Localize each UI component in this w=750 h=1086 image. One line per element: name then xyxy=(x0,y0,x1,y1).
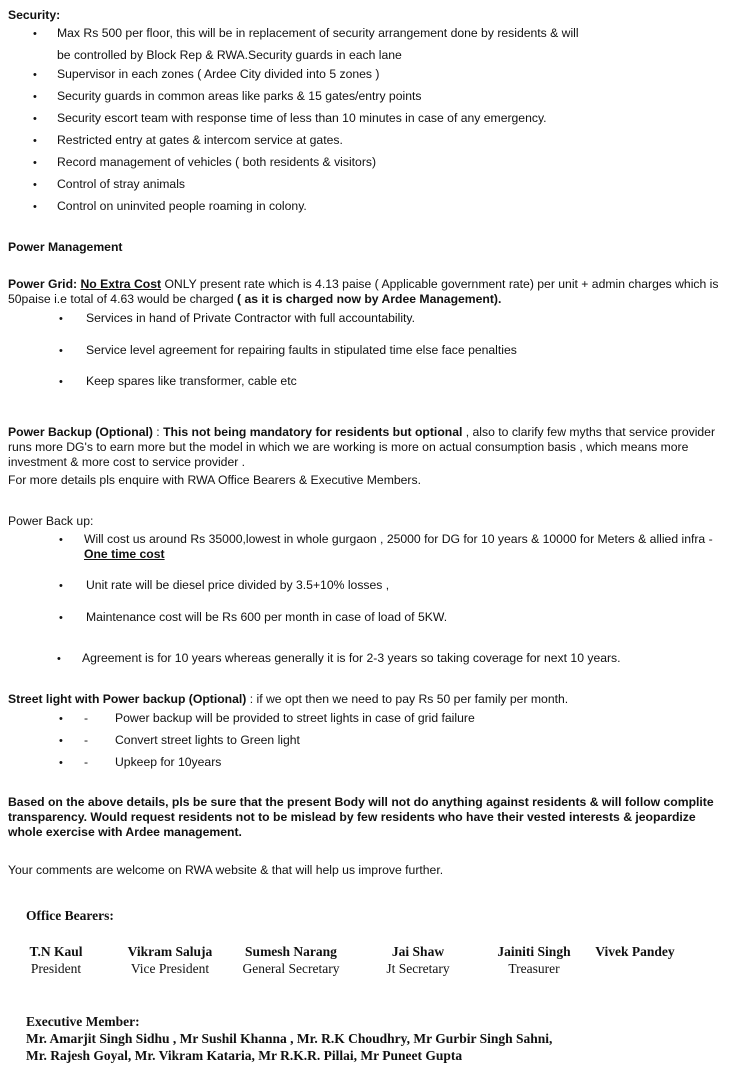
bullet: • xyxy=(59,534,63,546)
street-light-text: : if we opt then we need to pay Rs 50 per family per month. xyxy=(246,692,569,706)
bullet: • xyxy=(59,612,63,624)
bearer-name: Jai Shaw xyxy=(391,944,445,959)
conclusion-line3: whole exercise with Ardee management. xyxy=(8,825,242,839)
power-grid-line2 xyxy=(8,292,501,307)
office-bearers-heading: Office Bearers: xyxy=(26,908,114,923)
security-item: Security guards in common areas like parks & 15 gates/entry points xyxy=(57,89,422,103)
bullet: • xyxy=(59,376,63,388)
bullet: • xyxy=(33,179,37,191)
executive-heading: Executive Member: xyxy=(26,1014,140,1029)
power-backup-line3: investment & more cost to service provider . xyxy=(8,455,246,469)
power-grid-item: Keep spares like transformer, cable etc xyxy=(86,374,297,388)
street-light-line xyxy=(8,692,568,707)
dash: - xyxy=(84,755,89,769)
street-light-item: Upkeep for 10years xyxy=(115,755,222,769)
power-backup-line2: runs more DG's to earn more but the model in which we are working is more on actual consumption basis , which means more xyxy=(8,440,689,454)
one-time-cost: One time cost xyxy=(84,547,165,561)
power-grid-item: Service level agreement for repairing faults in stipulated time else face penalties xyxy=(86,343,517,357)
bearer-role: Jt Secretary xyxy=(386,961,450,976)
bullet: • xyxy=(57,653,61,665)
dash: - xyxy=(84,733,89,747)
power-backup-label: Power Backup (Optional) xyxy=(8,425,153,439)
power-grid-bold-tail: ( as it is charged now by Ardee Management). xyxy=(237,292,502,306)
power-management-heading: Power Management xyxy=(8,240,123,254)
executive-line2: Mr. Rajesh Goyal, Mr. Vikram Kataria, Mr R.K.R. Pillai, Mr Puneet Gupta xyxy=(26,1048,463,1063)
security-item: Security escort team with response time of less than 10 minutes in case of any emergency. xyxy=(57,111,547,125)
bearer-role: Treasurer xyxy=(508,961,560,976)
conclusion-line2: transparency. Would request residents not to be mislead by few residents who have their vested interests & jeopardize xyxy=(8,810,696,824)
power-grid-label: Power Grid: xyxy=(8,277,78,291)
bullet: • xyxy=(59,757,63,769)
power-backup-bold: This not being mandatory for residents but optional xyxy=(163,425,463,439)
power-back-up-item: Agreement is for 10 years whereas generally it is for 2-3 years so taking coverage for next 10 years. xyxy=(82,651,621,665)
bullet: • xyxy=(33,201,37,213)
bullet: • xyxy=(33,28,37,40)
street-light-item: Convert street lights to Green light xyxy=(115,733,300,747)
bearer-role: President xyxy=(30,961,82,976)
bullet: • xyxy=(59,345,63,357)
power-back-up-item: Maintenance cost will be Rs 600 per month in case of load of 5KW. xyxy=(86,610,448,624)
power-back-up-item: Unit rate will be diesel price divided by 3.5+10% losses , xyxy=(86,578,390,592)
colon: : xyxy=(152,425,164,439)
power-backup-line1 xyxy=(8,425,715,440)
security-item: Supervisor in each zones ( Ardee City divided into 5 zones ) xyxy=(57,67,380,81)
power-back-up-item: Will cost us around Rs 35000,lowest in whole gurgaon , 25000 for DG for 10 years & 10000 for Meters & allied infra - xyxy=(84,532,713,546)
security-item: Restricted entry at gates & intercom service at gates. xyxy=(57,133,343,147)
bearer-role: General Secretary xyxy=(242,961,340,976)
street-light-label: Street light with Power backup (Optional) xyxy=(8,692,247,706)
power-grid-item: Services in hand of Private Contractor with full accountability. xyxy=(86,311,415,325)
power-grid-line1 xyxy=(8,277,718,292)
executive-line1: Mr. Amarjit Singh Sidhu , Mr Sushil Khanna , Mr. R.K Choudhry, Mr Gurbir Singh Sahni, xyxy=(26,1031,553,1046)
bullet: • xyxy=(33,91,37,103)
bullet: • xyxy=(59,313,63,325)
bearer-name: Vikram Saluja xyxy=(127,944,213,959)
power-backup-enquire: For more details pls enquire with RWA Office Bearers & Executive Members. xyxy=(8,473,421,487)
security-heading: Security: xyxy=(8,8,61,22)
security-item: Control of stray animals xyxy=(57,177,186,191)
bearer-name: Jainiti Singh xyxy=(497,944,571,959)
power-back-up-heading: Power Back up: xyxy=(8,514,94,528)
comments-text: Your comments are welcome on RWA website & that will help us improve further. xyxy=(8,863,444,877)
power-backup-text: , also to clarify few myths that service provider xyxy=(462,425,716,439)
bullet: • xyxy=(33,69,37,81)
bearer-role: Vice President xyxy=(130,961,210,976)
bearer-name: Sumesh Narang xyxy=(245,944,337,959)
bearer-name: Vivek Pandey xyxy=(595,944,675,959)
bullet: • xyxy=(33,157,37,169)
bullet: • xyxy=(33,135,37,147)
bullet: • xyxy=(59,713,63,725)
bullet: • xyxy=(33,113,37,125)
security-item: Record management of vehicles ( both residents & visitors) xyxy=(57,155,377,169)
conclusion-line1: Based on the above details, pls be sure that the present Body will not do anything against residents & will follow complite xyxy=(8,795,714,809)
dash: - xyxy=(84,711,89,725)
bullet: • xyxy=(59,735,63,747)
bullet: • xyxy=(59,580,63,592)
security-item: Max Rs 500 per floor, this will be in replacement of security arrangement done by residents & will xyxy=(57,26,579,40)
bearer-name: T.N Kaul xyxy=(29,944,83,959)
security-item-continued: be controlled by Block Rep & RWA.Security guards in each lane xyxy=(57,48,402,62)
street-light-item: Power backup will be provided to street lights in case of grid failure xyxy=(115,711,475,725)
security-item: Control on uninvited people roaming in colony. xyxy=(57,199,307,213)
power-grid-text: ONLY present rate which is 4.13 paise ( Applicable government rate) per unit + admin charges which is xyxy=(161,277,719,291)
power-grid-text-2: 50paise i.e total of 4.63 would be charged xyxy=(8,292,238,306)
no-extra-cost: No Extra Cost xyxy=(80,277,162,291)
